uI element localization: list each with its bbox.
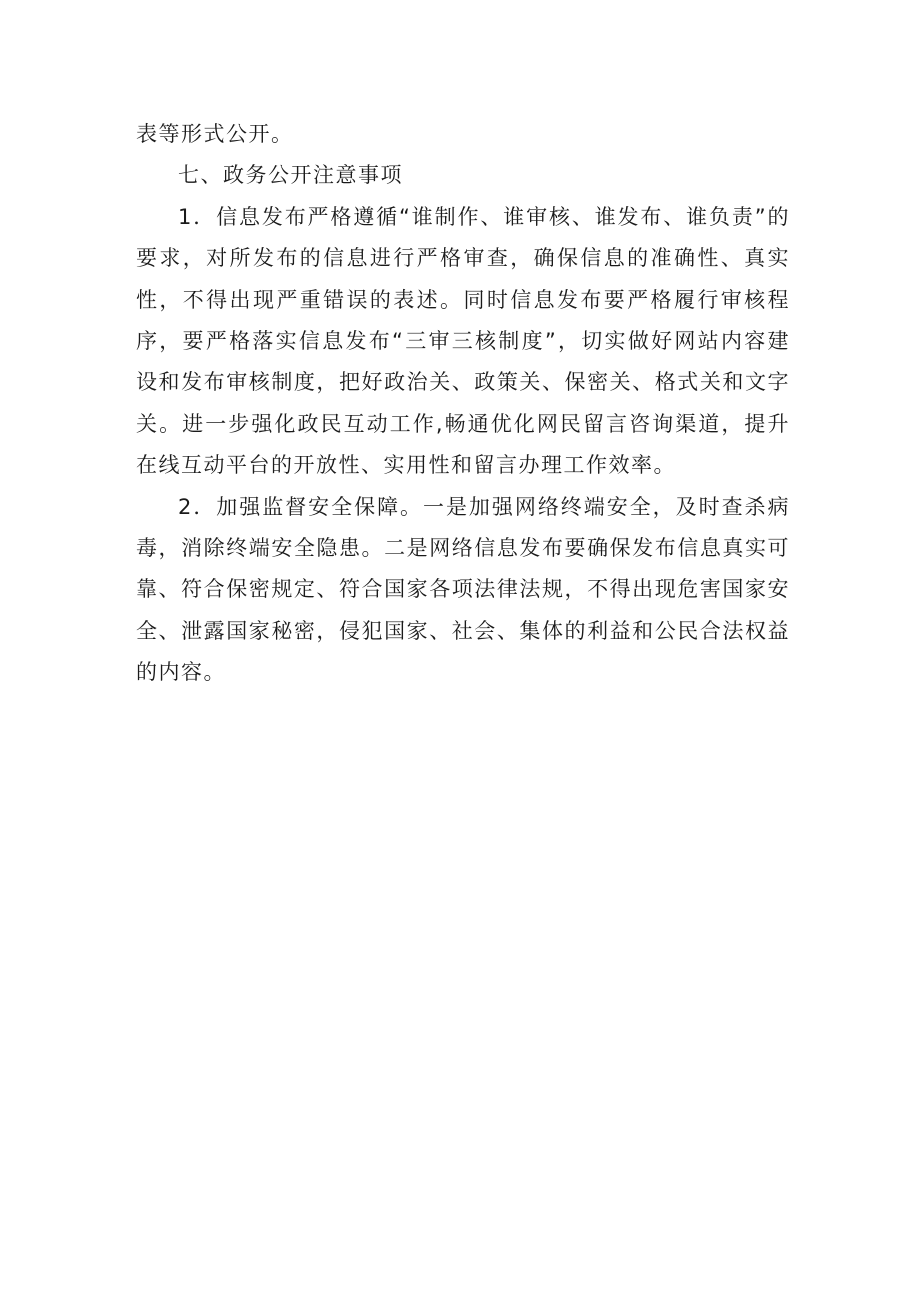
continuation-paragraph: 表等形式公开。: [136, 122, 294, 146]
section-heading: 七、政务公开注意事项: [178, 163, 403, 188]
item-paragraph-2: 2．加强监督安全保障。一是加强网络终端安全，及时查杀病毒，消除终端安全隐患。二是网络信息发布要确保发布信息真实可靠、符合保密规定、符合国家各项法律法规，不得出现危害国家安全、泄露国家秘密，侵犯国家、社会、集体的利益和公民合法权益的内容。: [136, 494, 790, 685]
body-text: [136, 114, 790, 694]
item-paragraph-1: 1．信息发布严格遵循“谁制作、谁审核、谁发布、谁负责”的要求，对所发布的信息进行严格审查，确保信息的准确性、真实性，不得出现严重错误的表述。同时信息发布要严格履行审核程序，要严格落实信息发布“三审三核制度”，切实做好网站内容建设和发布审核制度，把好政治关、政策关、保密关、格式关和文字关。进一步强化政民互动工作,畅通优化网民留言咨询渠道，提升在线互动平台的开放性、实用性和留言办理工作效率。: [136, 204, 790, 478]
